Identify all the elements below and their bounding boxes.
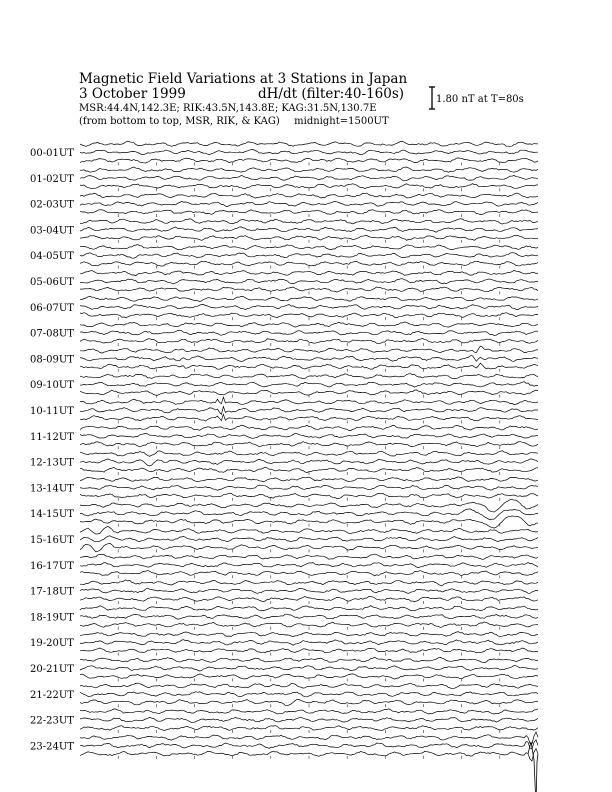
trace-line-MSR	[80, 322, 538, 327]
trace-line-KAG	[80, 622, 538, 627]
hour-row-label: 22-23UT	[30, 715, 74, 727]
trace-line-MSR	[80, 732, 538, 744]
trace-line-MSR	[80, 632, 538, 637]
trace-line-RIK	[80, 434, 538, 439]
trace-line-KAG	[80, 414, 538, 421]
hour-row-label: 05-06UT	[30, 277, 74, 288]
trace-line-MSR	[80, 374, 538, 379]
trace-line-RIK	[80, 175, 538, 180]
trace-line-KAG	[80, 674, 538, 679]
trace-line-RIK	[80, 201, 538, 206]
hour-row-label: 12-13UT	[30, 457, 74, 469]
trace-line-RIK	[80, 485, 538, 490]
trace-line-MSR	[80, 606, 538, 611]
trace-line-RIK	[80, 356, 538, 362]
trace-line-KAG	[80, 749, 538, 761]
trace-line-RIK	[80, 640, 538, 646]
scale-bar-label: 1.80 nT at T=80s	[436, 94, 524, 105]
trace-line-RIK	[80, 459, 538, 466]
trace-line-MSR	[80, 425, 538, 431]
hour-row-label: 20-21UT	[30, 664, 74, 675]
hour-row-label: 10-11UT	[30, 406, 74, 417]
trace-line-KAG	[80, 571, 538, 576]
hour-row-label: 02-03UT	[30, 199, 74, 211]
trace-line-MSR	[80, 397, 538, 405]
trace-line-RIK	[80, 666, 538, 672]
trace-line-MSR	[80, 245, 538, 250]
hour-row-label: 06-07UT	[30, 302, 74, 314]
trace-line-RIK	[80, 563, 538, 568]
trace-line-KAG	[80, 235, 538, 240]
trace-line-KAG	[80, 261, 538, 266]
trace-line-KAG	[80, 363, 538, 369]
trace-line-KAG	[80, 390, 538, 395]
hour-row-label: 08-09UT	[30, 354, 74, 366]
station-coordinates: MSR:44.4N,142.3E; RIK:43.5N,143.8E; KAG:31.5N,130.7E	[79, 103, 377, 114]
hour-row-label: 03-04UT	[30, 225, 74, 237]
trace-line-KAG	[80, 287, 538, 292]
trace-line-MSR	[80, 580, 538, 586]
trace-line-RIK	[80, 330, 538, 335]
trace-line-RIK	[80, 279, 538, 284]
order-note: (from bottom to top, MSR, RIK, & KAG)	[79, 116, 280, 127]
trace-line-RIK	[80, 588, 538, 593]
hour-row-label: 19-20UT	[30, 638, 74, 650]
trace-line-RIK	[80, 692, 538, 697]
hour-row-label: 15-16UT	[30, 535, 74, 546]
trace-line-KAG	[80, 493, 538, 498]
trace-line-RIK	[80, 150, 538, 155]
trace-line-MSR	[80, 193, 538, 198]
trace-line-MSR	[80, 270, 538, 275]
hour-row-label: 14-15UT	[30, 509, 74, 521]
trace-line-KAG	[80, 338, 538, 343]
hour-row-label: 01-02UT	[30, 173, 74, 185]
trace-line-MSR	[80, 554, 538, 559]
trace-line-KAG	[80, 726, 538, 731]
trace-line-MSR	[80, 167, 538, 172]
hour-row-label: 09-10UT	[30, 380, 74, 392]
midnight-note: midnight=1500UT	[294, 116, 389, 127]
trace-line-RIK	[80, 227, 538, 232]
hour-row-label: 18-19UT	[30, 612, 74, 624]
trace-line-RIK	[80, 509, 538, 520]
trace-line-MSR	[80, 477, 538, 482]
hour-row-label: 11-12UT	[30, 431, 74, 443]
trace-line-KAG	[80, 210, 538, 215]
trace-line-RIK	[80, 614, 538, 619]
scale-bar-icon	[429, 87, 435, 109]
trace-line-MSR	[80, 346, 538, 353]
trace-line-MSR	[80, 219, 538, 225]
trace-line-KAG	[80, 313, 538, 318]
trace-line-MSR	[80, 709, 538, 714]
trace-line-RIK	[80, 382, 538, 387]
trace-line-MSR	[80, 451, 538, 457]
trace-line-KAG	[80, 648, 538, 653]
date-label: 3 October 1999	[79, 86, 186, 102]
trace-line-RIK	[80, 717, 538, 722]
trace-line-MSR	[80, 500, 538, 512]
trace-line-KAG	[80, 467, 538, 472]
trace-line-RIK	[80, 407, 538, 415]
trace-line-KAG	[80, 158, 538, 163]
hour-row-label: 04-05UT	[30, 251, 74, 263]
trace-line-RIK	[80, 305, 538, 310]
trace-line-MSR	[80, 657, 538, 662]
trace-line-KAG	[80, 442, 538, 447]
trace-line-MSR	[80, 683, 538, 689]
hour-row-label: 23-24UT	[30, 741, 74, 753]
trace-line-MSR	[80, 526, 538, 534]
hour-row-label: 17-18UT	[30, 586, 74, 598]
hour-row-label: 21-22UT	[30, 689, 74, 701]
trace-line-MSR	[80, 141, 538, 146]
hour-row-label: 00-01UT	[30, 148, 74, 159]
hour-row-label: 13-14UT	[30, 483, 74, 495]
trace-line-KAG	[80, 184, 538, 189]
quantity-label: dH/dt (filter:40-160s)	[258, 86, 405, 102]
hour-row-label: 07-08UT	[30, 328, 74, 340]
chart-title: Magnetic Field Variations at 3 Stations in Japan	[79, 71, 408, 87]
trace-line-RIK	[80, 253, 538, 259]
trace-line-MSR	[80, 296, 538, 301]
trace-line-RIK	[80, 536, 538, 542]
trace-line-RIK	[80, 740, 538, 749]
trace-line-KAG	[80, 597, 538, 602]
hour-row-label: 16-17UT	[30, 560, 74, 572]
